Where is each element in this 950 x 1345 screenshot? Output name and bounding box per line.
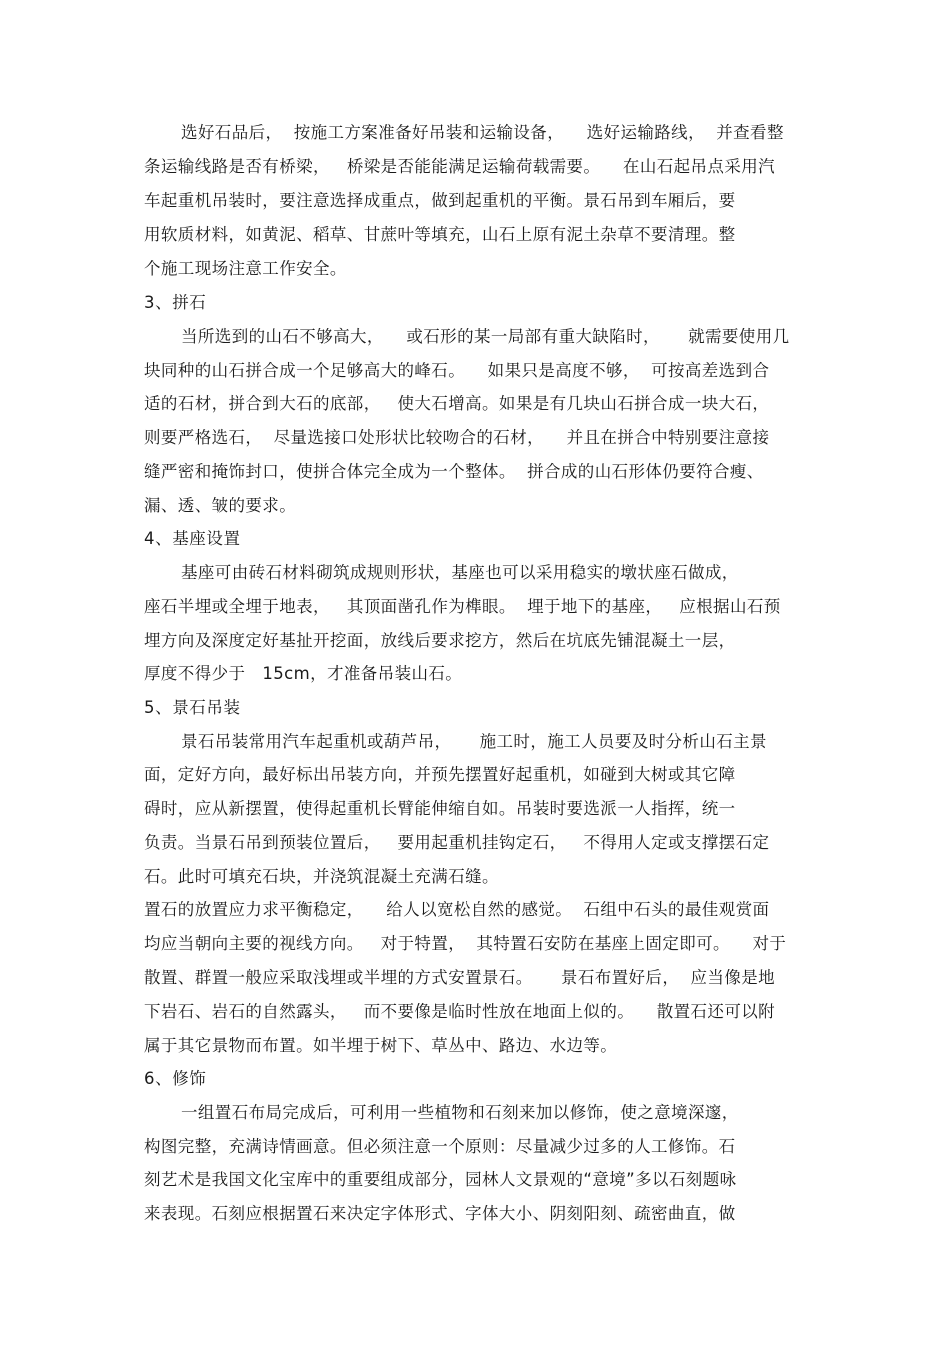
text-line: 景石吊装常用汽车起重机或葫芦吊， 施工时，施工人员要及时分析山石主景 bbox=[181, 732, 767, 751]
section-heading: 3、拼石 bbox=[144, 293, 207, 312]
text-line: 则要严格选石， 尽量选接口处形状比较吻合的石材， 并且在拼合中特别要注意接 bbox=[144, 428, 770, 447]
text-line: 构图完整，充满诗情画意。但必须注意一个原则：尽量减少过多的人工修饰。石 bbox=[144, 1137, 736, 1156]
text-line: 适的石材，拼合到大石的底部， 使大石增高。如果是有几块山石拼合成一块大石， bbox=[144, 394, 770, 413]
text-line: 选好石品后， 按施工方案准备好吊装和运输设备， 选好运输路线， 并查看整 bbox=[181, 123, 784, 142]
text-line: 负责。当景石吊到预装位置后， 要用起重机挂钩定石， 不得用人定或支撑摆石定 bbox=[144, 833, 770, 852]
text-line: 下岩石、岩石的自然露头， 而不要像是临时性放在地面上似的。 散置石还可以附 bbox=[144, 1002, 776, 1021]
text-line: 用软质材料，如黄泥、稻草、甘蔗叶等填充，山石上原有泥土杂草不要清理。整 bbox=[144, 225, 736, 244]
section-heading: 4、基座设置 bbox=[144, 529, 241, 548]
text-line: 个施工现场注意工作安全。 bbox=[144, 259, 347, 278]
text-line: 均应当朝向主要的视线方向。 对于特置， 其特置石安防在基座上固定即可。 对于 bbox=[144, 934, 787, 953]
text-line: 漏、透、皱的要求。 bbox=[144, 496, 297, 515]
text-line: 置石的放置应力求平衡稳定， 给人以宽松自然的感觉。 石组中石头的最佳观赏面 bbox=[144, 900, 770, 919]
text-line: 属于其它景物而布置。如半埋于树下、草丛中、路边、水边等。 bbox=[144, 1036, 618, 1055]
text-line: 一组置石布局完成后，可利用一些植物和石刻来加以修饰，使之意境深邃， bbox=[181, 1103, 739, 1122]
text-line: 埋方向及深度定好基扯开挖面，放线后要求挖方，然后在坑底先铺混凝土一层， bbox=[144, 631, 736, 650]
section-heading: 6、修饰 bbox=[144, 1069, 207, 1088]
section-heading: 5、景石吊装 bbox=[144, 698, 241, 717]
text-line: 缝严密和掩饰封口，使拼合体完全成为一个整体。 拼合成的山石形体仍要符合瘦、 bbox=[144, 462, 764, 481]
text-line: 石。此时可填充石块，并浇筑混凝土充满石缝。 bbox=[144, 867, 499, 886]
text-line: 碍时，应从新摆置，使得起重机长臂能伸缩自如。吊装时要选派一人指挥，统一 bbox=[144, 799, 736, 818]
text-line: 来表现。石刻应根据置石来决定字体形式、字体大小、阴刻阳刻、疏密曲直，做 bbox=[144, 1204, 736, 1223]
text-line: 当所选到的山石不够高大， 或石形的某一局部有重大缺陷时， 就需要使用几 bbox=[181, 327, 790, 346]
text-line: 车起重机吊装时，要注意选择成重点，做到起重机的平衡。景石吊到车厢后，要 bbox=[144, 191, 736, 210]
text-line: 块同种的山石拼合成一个足够高大的峰石。 如果只是高度不够， 可按高差选到合 bbox=[144, 361, 770, 380]
text-line: 刻艺术是我国文化宝库中的重要组成部分，园林人文景观的“意境”多以石刻题咏 bbox=[144, 1170, 737, 1189]
text-line: 面，定好方向，最好标出吊装方向，并预先摆置好起重机，如碰到大树或其它障 bbox=[144, 765, 736, 784]
text-line: 条运输线路是否有桥梁， 桥梁是否能能满足运输荷载需要。 在山石起吊点采用汽 bbox=[144, 157, 776, 176]
text-line: 散置、群置一般应采取浅埋或半埋的方式安置景石。 景石布置好后， 应当像是地 bbox=[144, 968, 776, 987]
text-line: 厚度不得少于 15cm，才准备吊装山石。 bbox=[144, 664, 463, 683]
text-line: 基座可由砖石材料砌筑成规则形状，基座也可以采用稳实的墩状座石做成， bbox=[181, 563, 739, 582]
text-line: 座石半埋或全埋于地表， 其顶面凿孔作为榫眼。 埋于地下的基座， 应根据山石预 bbox=[144, 597, 781, 616]
